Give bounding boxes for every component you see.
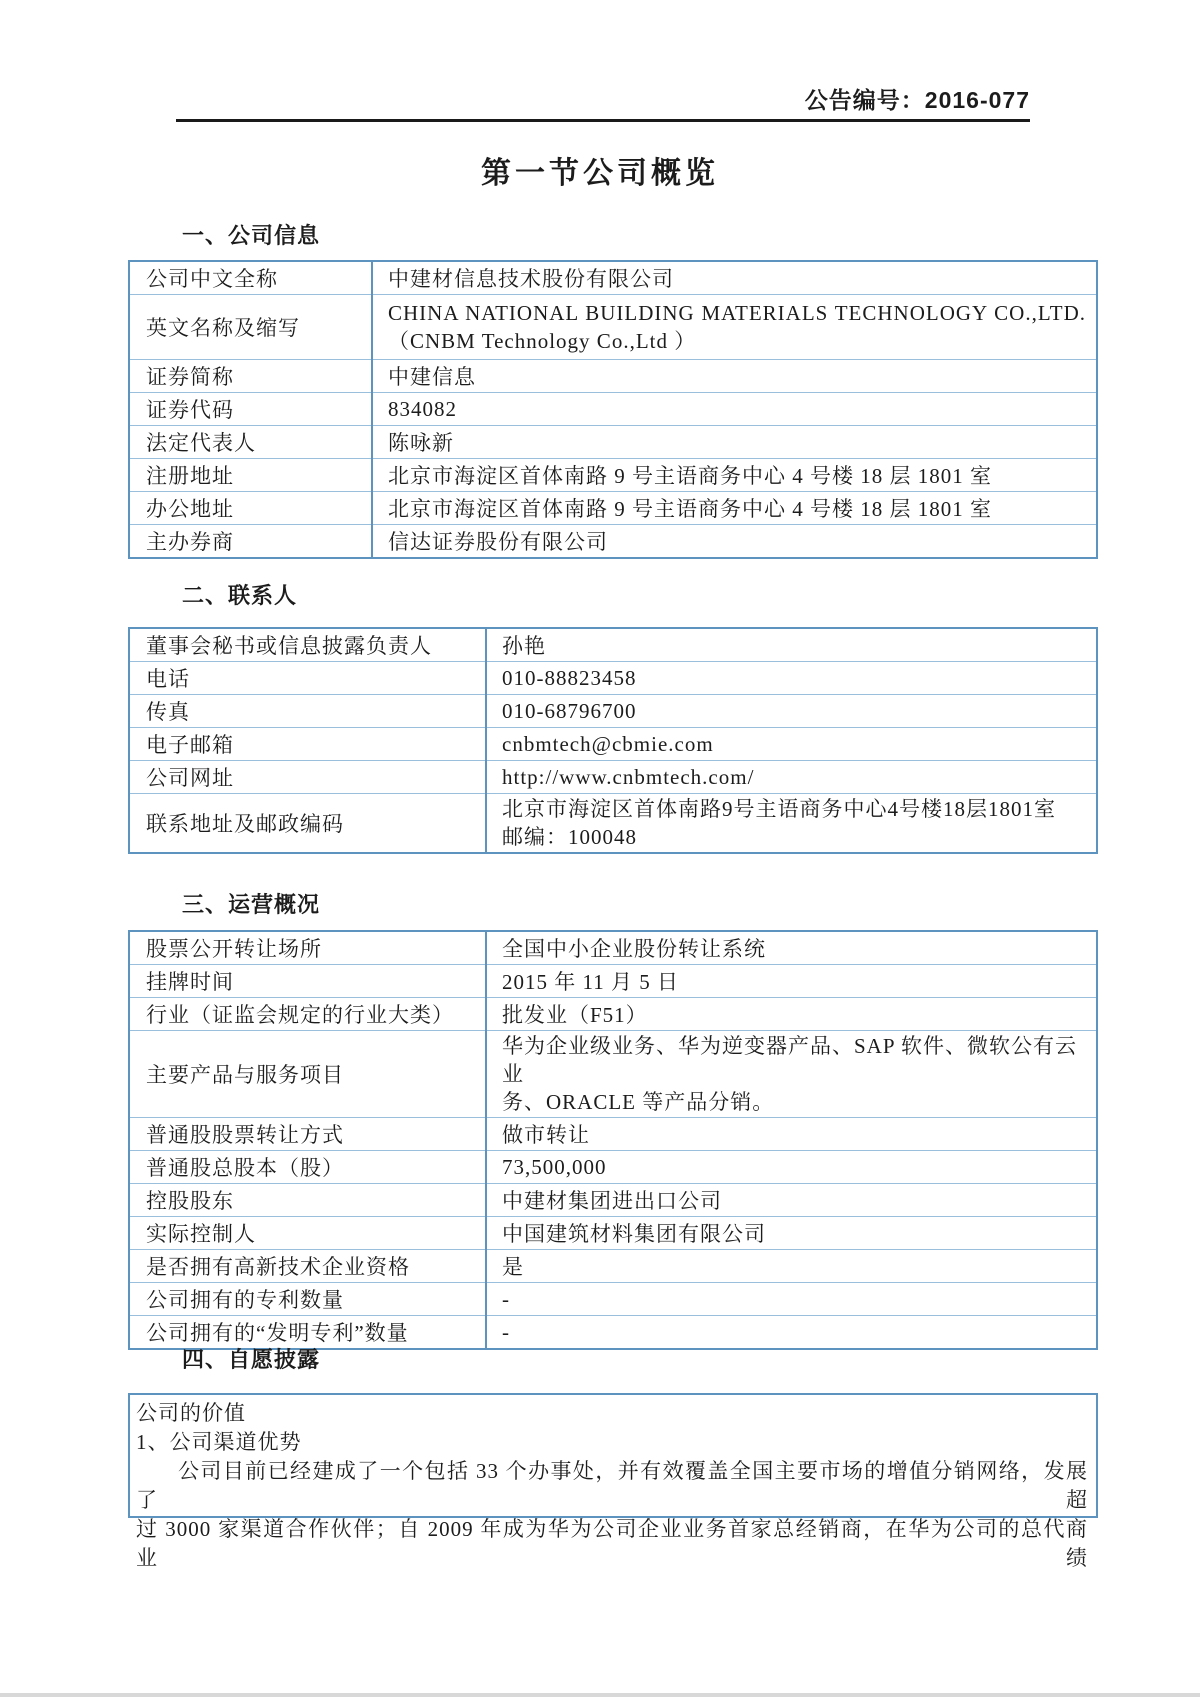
row-value: 中国建筑材料集团有限公司 xyxy=(486,1217,1097,1250)
row-value: 010-88823458 xyxy=(486,662,1097,695)
row-label: 电子邮箱 xyxy=(129,728,486,761)
row-label: 联系地址及邮政编码 xyxy=(129,794,486,854)
row-label: 控股股东 xyxy=(129,1184,486,1217)
table-row xyxy=(129,628,1097,662)
row-label: 公司拥有的专利数量 xyxy=(129,1283,486,1316)
disclosure-line-company-value: 公司的价值 xyxy=(136,1401,246,1425)
row-label: 行业（证监会规定的行业大类） xyxy=(129,998,486,1031)
table-row xyxy=(129,261,1097,295)
table-row xyxy=(129,728,1097,761)
row-value xyxy=(372,295,1097,360)
table-row xyxy=(129,998,1097,1031)
row-label: 电话 xyxy=(129,662,486,695)
row-value: 北京市海淀区首体南路 9 号主语商务中心 4 号楼 18 层 1801 室 xyxy=(372,492,1097,525)
row-value: 010-68796700 xyxy=(486,695,1097,728)
page-title: 第一节公司概览 xyxy=(481,157,719,190)
row-value: 73,500,000 xyxy=(486,1151,1097,1184)
row-value-line: 务、ORACLE 等产品分销。 xyxy=(502,1090,775,1114)
row-value-line: （CNBM Technology Co.,Ltd ） xyxy=(388,329,697,353)
table-row xyxy=(129,525,1097,559)
table-row xyxy=(129,794,1097,854)
section-heading-operations: 三、运营概况 xyxy=(182,892,321,917)
row-value-line: 北京市海淀区首体南路9号主语商务中心4号楼18层1801室 xyxy=(502,797,1056,821)
row-label: 证券代码 xyxy=(129,393,372,426)
row-label: 主要产品与服务项目 xyxy=(129,1031,486,1118)
table-row xyxy=(129,761,1097,794)
table-row xyxy=(129,662,1097,695)
row-label: 英文名称及缩写 xyxy=(129,295,372,360)
row-value: 信达证券股份有限公司 xyxy=(372,525,1097,559)
row-value: - xyxy=(486,1283,1097,1316)
row-value: cnbmtech@cbmie.com xyxy=(486,728,1097,761)
row-value: 北京市海淀区首体南路 9 号主语商务中心 4 号楼 18 层 1801 室 xyxy=(372,459,1097,492)
disclosure-paragraph-line-1: 公司目前已经建成了一个包括 33 个办事处，并有效覆盖全国主要市场的增值分销网络，发展了超 xyxy=(136,1459,1088,1512)
company-info-table xyxy=(128,260,1098,559)
row-value: http://www.cnbmtech.com/ xyxy=(486,761,1097,794)
table-row xyxy=(129,1031,1097,1118)
row-value: 中建材集团进出口公司 xyxy=(486,1184,1097,1217)
row-value xyxy=(486,794,1097,854)
table-row xyxy=(129,393,1097,426)
table-row xyxy=(129,492,1097,525)
row-value: 全国中小企业股份转让系统 xyxy=(486,931,1097,965)
row-value: 陈咏新 xyxy=(372,426,1097,459)
table-row xyxy=(129,1217,1097,1250)
table-row xyxy=(129,965,1097,998)
table-row xyxy=(129,1250,1097,1283)
operations-table xyxy=(128,930,1098,1350)
page-bottom-edge xyxy=(0,1693,1200,1697)
table-row xyxy=(129,931,1097,965)
disclosure-paragraph-line-2: 过 3000 家渠道合作伙伴；自 2009 年成为华为公司企业业务首家总经销商，在华为公司的总代商业绩 xyxy=(136,1517,1088,1570)
row-label: 董事会秘书或信息披露负责人 xyxy=(129,628,486,662)
row-value-line: 邮编：100048 xyxy=(502,825,637,849)
row-label: 普通股股票转让方式 xyxy=(129,1118,486,1151)
section-heading-contacts: 二、联系人 xyxy=(182,583,298,608)
row-label: 挂牌时间 xyxy=(129,965,486,998)
row-value: 中建材信息技术股份有限公司 xyxy=(372,261,1097,295)
row-label: 传真 xyxy=(129,695,486,728)
table-row xyxy=(129,459,1097,492)
row-value: 做市转让 xyxy=(486,1118,1097,1151)
table-row xyxy=(129,426,1097,459)
row-value: 2015 年 11 月 5 日 xyxy=(486,965,1097,998)
section-heading-voluntary-disclosure: 四、自愿披露 xyxy=(182,1347,321,1372)
row-label: 注册地址 xyxy=(129,459,372,492)
row-label: 公司网址 xyxy=(129,761,486,794)
announcement-number: 公告编号：2016-077 xyxy=(804,87,1030,113)
row-label: 是否拥有高新技术企业资格 xyxy=(129,1250,486,1283)
row-value: 834082 xyxy=(372,393,1097,426)
row-label: 普通股总股本（股） xyxy=(129,1151,486,1184)
disclosure-line-channel-advantage: 1、公司渠道优势 xyxy=(136,1430,302,1454)
row-value: 是 xyxy=(486,1250,1097,1283)
contacts-table xyxy=(128,627,1098,854)
row-value-line: CHINA NATIONAL BUILDING MATERIALS TECHNOLOGY CO.,LTD. xyxy=(388,301,1086,325)
table-row xyxy=(129,1118,1097,1151)
header-rule xyxy=(176,119,1030,122)
table-row xyxy=(129,295,1097,360)
row-label: 法定代表人 xyxy=(129,426,372,459)
table-row xyxy=(129,1184,1097,1217)
row-label: 主办券商 xyxy=(129,525,372,559)
row-value: - xyxy=(486,1316,1097,1350)
row-label: 办公地址 xyxy=(129,492,372,525)
row-label: 公司中文全称 xyxy=(129,261,372,295)
table-row xyxy=(129,1283,1097,1316)
row-value xyxy=(486,1031,1097,1118)
row-value: 批发业（F51） xyxy=(486,998,1097,1031)
row-label: 股票公开转让场所 xyxy=(129,931,486,965)
row-label: 证券简称 xyxy=(129,360,372,393)
table-row xyxy=(129,695,1097,728)
table-row xyxy=(129,1151,1097,1184)
row-label: 实际控制人 xyxy=(129,1217,486,1250)
row-value: 中建信息 xyxy=(372,360,1097,393)
table-row xyxy=(129,360,1097,393)
section-heading-company-info: 一、公司信息 xyxy=(182,223,321,248)
row-value: 孙艳 xyxy=(486,628,1097,662)
voluntary-disclosure-box xyxy=(128,1393,1098,1570)
row-label: 公司拥有的“发明专利”数量 xyxy=(129,1316,486,1350)
row-value-line: 华为企业级业务、华为逆变器产品、SAP 软件、微软公有云业 xyxy=(502,1034,1077,1086)
